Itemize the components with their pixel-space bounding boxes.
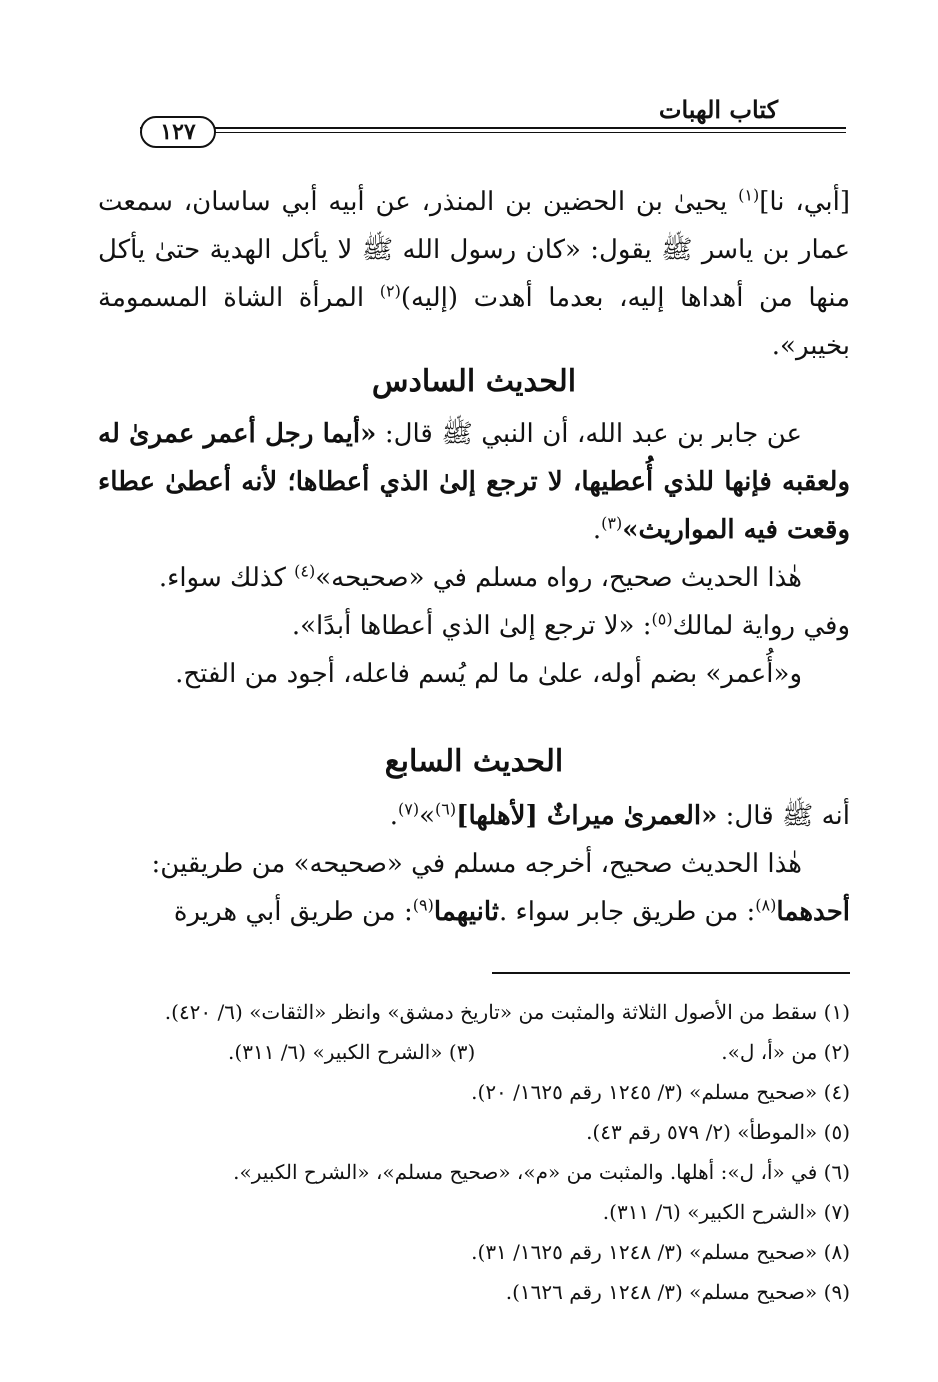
section6-body: [98, 410, 850, 698]
hadith-7-paragraph: أنه ﷺ قال: «العمرىٰ ميراثٌ [لأهلها]$^{(٦)}$»$^{(٧)}$.: [389, 799, 850, 831]
footnote-ref-2: (٢): [379, 281, 401, 301]
hadith-6-paragraph: عن جابر بن عبد الله، أن النبي ﷺ قال: «أيما رجل أعمر عمرىٰ له ولعقبه فإنها للذي أُعطيها، لا ترجع إلىٰ الذي أعطاها؛ لأنه أعطىٰ عطاء وقعت فيه المواريث»$^{(٣)}$.: [98, 419, 850, 545]
footnote-4: (٤) «صحيح مسلم» (٣/ ١٢٤٥ رقم ١٦٢٥/ ٢٠).: [471, 1080, 850, 1104]
header-rule: [140, 127, 846, 133]
footnote-ref-9: (٩): [412, 895, 434, 915]
intro-paragraph: [98, 178, 850, 370]
hadith-6-isnad: عن جابر بن عبد الله، أن النبي ﷺ قال:: [376, 419, 803, 449]
footnote-8: (٨) «صحيح مسلم» (٣/ ١٢٤٨ رقم ١٦٢٥/ ٣١).: [471, 1240, 850, 1264]
footnote-6: (٦) في «أ، ل»: أهلها. والمثبت من «م»، «صحيح مسلم»، «الشرح الكبير».: [233, 1160, 850, 1184]
hadith-6-note: و«أُعمر» بضم أوله، علىٰ ما لم يُسم فاعله، أجود من الفتح.: [175, 659, 802, 689]
footnote-ref-5: (٥): [651, 609, 673, 629]
footnote-ref-7: (٧): [398, 799, 420, 819]
footnote-ref-4: (٤): [294, 561, 316, 581]
footnote-ref-6: (٦): [435, 799, 457, 819]
intro-text-end: المرأة الشاة المسمومة بخيبر».: [98, 283, 850, 361]
footnote-5: (٥) «الموطأ» (٢/ ٥٧٩ رقم ٤٣).: [586, 1120, 850, 1144]
footnote-ref-8: (٨): [755, 895, 777, 915]
section-title-7: الحديث السابع: [384, 744, 564, 779]
hadith-6-grading: هٰذا الحديث صحيح، رواه مسلم في «صحيحه»$^{(٤)}$ كذلك سواء.: [158, 561, 802, 593]
footnote-ref-3: (٣): [601, 513, 623, 533]
footnote-1: (١) سقط من الأصول الثلاثة والمثبت من «تاريخ دمشق» وانظر «الثقات» (٦/ ٤٢٠).: [164, 1000, 850, 1024]
hadith-6-malik-narration: وفي رواية لمالك$^{(٥)}$: «لا ترجع إلىٰ الذي أعطاها أبدًا».: [291, 609, 850, 641]
footnotes: [98, 992, 850, 1312]
footnote-3: (٣) «الشرح الكبير» (٦/ ٣١١).: [228, 1040, 476, 1064]
footnote-ref-1: (١): [738, 185, 760, 205]
intro-text: يحيىٰ بن الحضين بن المنذر، عن أبيه أبي ساسان، سمعت عمار بن ياسر ﷺ يقول: «كان رسول الله ﷺ لا يأكل الهدية حتىٰ يأكل منها من أهداها إليه، بعدما أهدت (إليه): [98, 187, 851, 313]
section7-body: [98, 792, 850, 936]
hadith-7-routes: أحدهما$^{(٨)}$: من طريق جابر سواء .ثانيهما$^{(٩)}$: من طريق أبي هريرة: [173, 895, 850, 927]
hadith-7-grading: هٰذا الحديث صحيح، أخرجه مسلم في «صحيحه» من طريقين:: [151, 849, 802, 879]
section-title-6: الحديث السادس: [371, 364, 577, 399]
running-title: كتاب الهبات: [658, 95, 778, 124]
footnote-separator: [492, 972, 850, 974]
footnote-7: (٧) «الشرح الكبير» (٦/ ٣١١).: [602, 1200, 850, 1224]
hadith-6-matn: «أيما رجل أعمر عمرىٰ له ولعقبه فإنها للذي أُعطيها، لا ترجع إلىٰ الذي أعطاها؛ لأنه أعطىٰ عطاء وقعت فيه المواريث»: [98, 419, 850, 545]
page-number: ١٢٧: [140, 116, 216, 148]
footnote-9: (٩) «صحيح مسلم» (٣/ ١٢٤٨ رقم ١٦٢٦).: [505, 1280, 850, 1304]
intro-bracket: [أبي، نا]: [759, 187, 851, 217]
footnote-row-2-3: [98, 1032, 850, 1072]
footnote-2: (٢) من «أ، ل».: [721, 1040, 850, 1064]
hadith-7-matn: «العمرىٰ ميراثٌ [لأهلها]: [456, 801, 718, 831]
